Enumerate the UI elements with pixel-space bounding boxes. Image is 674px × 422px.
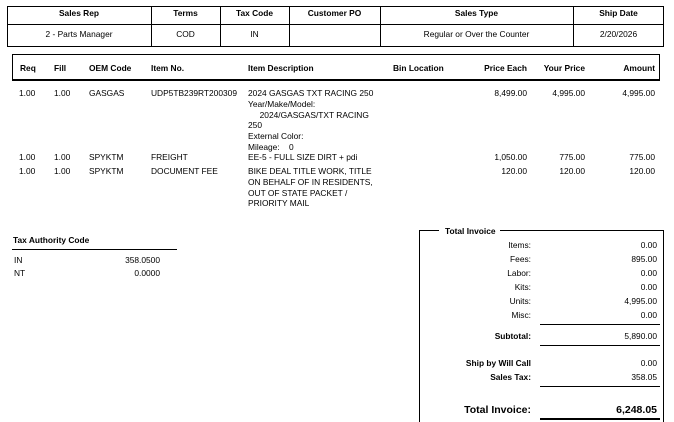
totals-value: 0.00	[640, 282, 657, 292]
sales-tax-label: Sales Tax:	[490, 372, 531, 382]
cell-item-no: UDP5TB239RT200309	[151, 88, 237, 98]
tax-authority-rule	[12, 249, 177, 250]
cell-fill: 1.00	[54, 152, 71, 162]
cell-desc-line: OUT OF STATE PACKET /	[248, 188, 348, 198]
col-item-no: Item No.	[151, 63, 185, 73]
subtotal-value: 5,890.00	[624, 331, 657, 341]
header-tax-code: Tax Code	[235, 8, 274, 18]
tax-rate: 358.0500	[125, 255, 160, 265]
totals-label: Kits:	[514, 282, 531, 292]
totals-border-right	[663, 230, 664, 422]
totals-title: Total Invoice	[445, 226, 496, 236]
subtotal-bottom-rule	[540, 345, 660, 346]
totals-value: 0.00	[640, 240, 657, 250]
value-sales-rep: 2 - Parts Manager	[45, 29, 113, 39]
value-terms: COD	[176, 29, 195, 39]
col-amount: Amount	[623, 63, 655, 73]
tax-code: IN	[14, 255, 23, 265]
totals-border-top	[419, 230, 439, 231]
totals-label: Items:	[508, 240, 531, 250]
cell-price-each: 120.00	[501, 166, 527, 176]
header-terms: Terms	[173, 8, 198, 18]
header-sales-rep: Sales Rep	[58, 8, 100, 18]
cell-oem: SPYKTM	[89, 166, 124, 176]
sales-tax-value: 358.05	[631, 372, 657, 382]
cell-desc-line: ON BEHALF OF IN RESIDENTS,	[248, 177, 373, 187]
cell-req: 1.00	[19, 166, 36, 176]
subtotal-rule	[540, 324, 660, 325]
totals-label: Labor:	[507, 268, 531, 278]
cell-req: 1.00	[19, 152, 36, 162]
ship-value: 0.00	[640, 358, 657, 368]
subtotal-label: Subtotal:	[494, 331, 531, 341]
cell-item-no: FREIGHT	[151, 152, 188, 162]
totals-value: 4,995.00	[624, 296, 657, 306]
cell-fill: 1.00	[54, 88, 71, 98]
col-bin-location: Bin Location	[393, 63, 444, 73]
cell-your-price: 775.00	[559, 152, 585, 162]
total-invoice-label: Total Invoice:	[464, 404, 531, 416]
cell-your-price: 4,995.00	[552, 88, 585, 98]
cell-amount: 120.00	[629, 166, 655, 176]
cell-desc-line: BIKE DEAL TITLE WORK, TITLE	[248, 166, 372, 176]
cell-amount: 775.00	[629, 152, 655, 162]
totals-label: Fees:	[510, 254, 531, 264]
totals-value: 0.00	[640, 268, 657, 278]
cell-desc-line: Mileage: 0	[248, 142, 294, 152]
cell-desc-line: External Color:	[248, 131, 304, 141]
col-req: Req	[20, 63, 36, 73]
cell-price-each: 1,050.00	[494, 152, 527, 162]
header-customer-po: Customer PO	[307, 8, 362, 18]
col-item-description: Item Description	[248, 63, 314, 73]
cell-desc-line: EE-5 - FULL SIZE DIRT + pdi	[248, 152, 358, 162]
tax-authority-title: Tax Authority Code	[13, 235, 90, 245]
order-header-divider	[7, 24, 664, 25]
value-tax-code: IN	[250, 29, 259, 39]
total-invoice-value: 6,248.05	[616, 404, 657, 416]
value-ship-date: 2/20/2026	[599, 29, 638, 39]
cell-amount: 4,995.00	[622, 88, 655, 98]
header-ship-date: Ship Date	[599, 8, 638, 18]
cell-desc-line: 250	[248, 120, 262, 130]
cell-req: 1.00	[19, 88, 36, 98]
totals-label: Units:	[509, 296, 531, 306]
col-fill: Fill	[54, 63, 67, 73]
tax-code: NT	[14, 268, 26, 278]
totals-border-top	[500, 230, 664, 231]
cell-desc-line: PRIORITY MAIL	[248, 198, 310, 208]
total-invoice-rule	[540, 418, 660, 420]
sales-tax-rule	[540, 386, 660, 387]
cell-your-price: 120.00	[559, 166, 585, 176]
col-oem-code: OEM Code	[89, 63, 132, 73]
cell-item-no: DOCUMENT FEE	[151, 166, 218, 176]
ship-label: Ship by Will Call	[465, 358, 531, 368]
tax-rate: 0.0000	[134, 268, 160, 278]
cell-desc-line: 2024 GASGAS TXT RACING 250	[248, 88, 374, 98]
col-price-each: Price Each	[484, 63, 527, 73]
totals-label: Misc:	[511, 310, 531, 320]
cell-desc-line: Year/Make/Model:	[248, 99, 316, 109]
header-sales-type: Sales Type	[454, 8, 499, 18]
value-sales-type: Regular or Over the Counter	[423, 29, 530, 39]
cell-oem: GASGAS	[89, 88, 125, 98]
totals-value: 0.00	[640, 310, 657, 320]
totals-value: 895.00	[631, 254, 657, 264]
cell-oem: SPYKTM	[89, 152, 124, 162]
cell-fill: 1.00	[54, 166, 71, 176]
totals-border-left	[419, 230, 420, 422]
cell-desc-line: 2024/GASGAS/TXT RACING	[248, 110, 369, 120]
cell-price-each: 8,499.00	[494, 88, 527, 98]
col-your-price: Your Price	[543, 63, 585, 73]
